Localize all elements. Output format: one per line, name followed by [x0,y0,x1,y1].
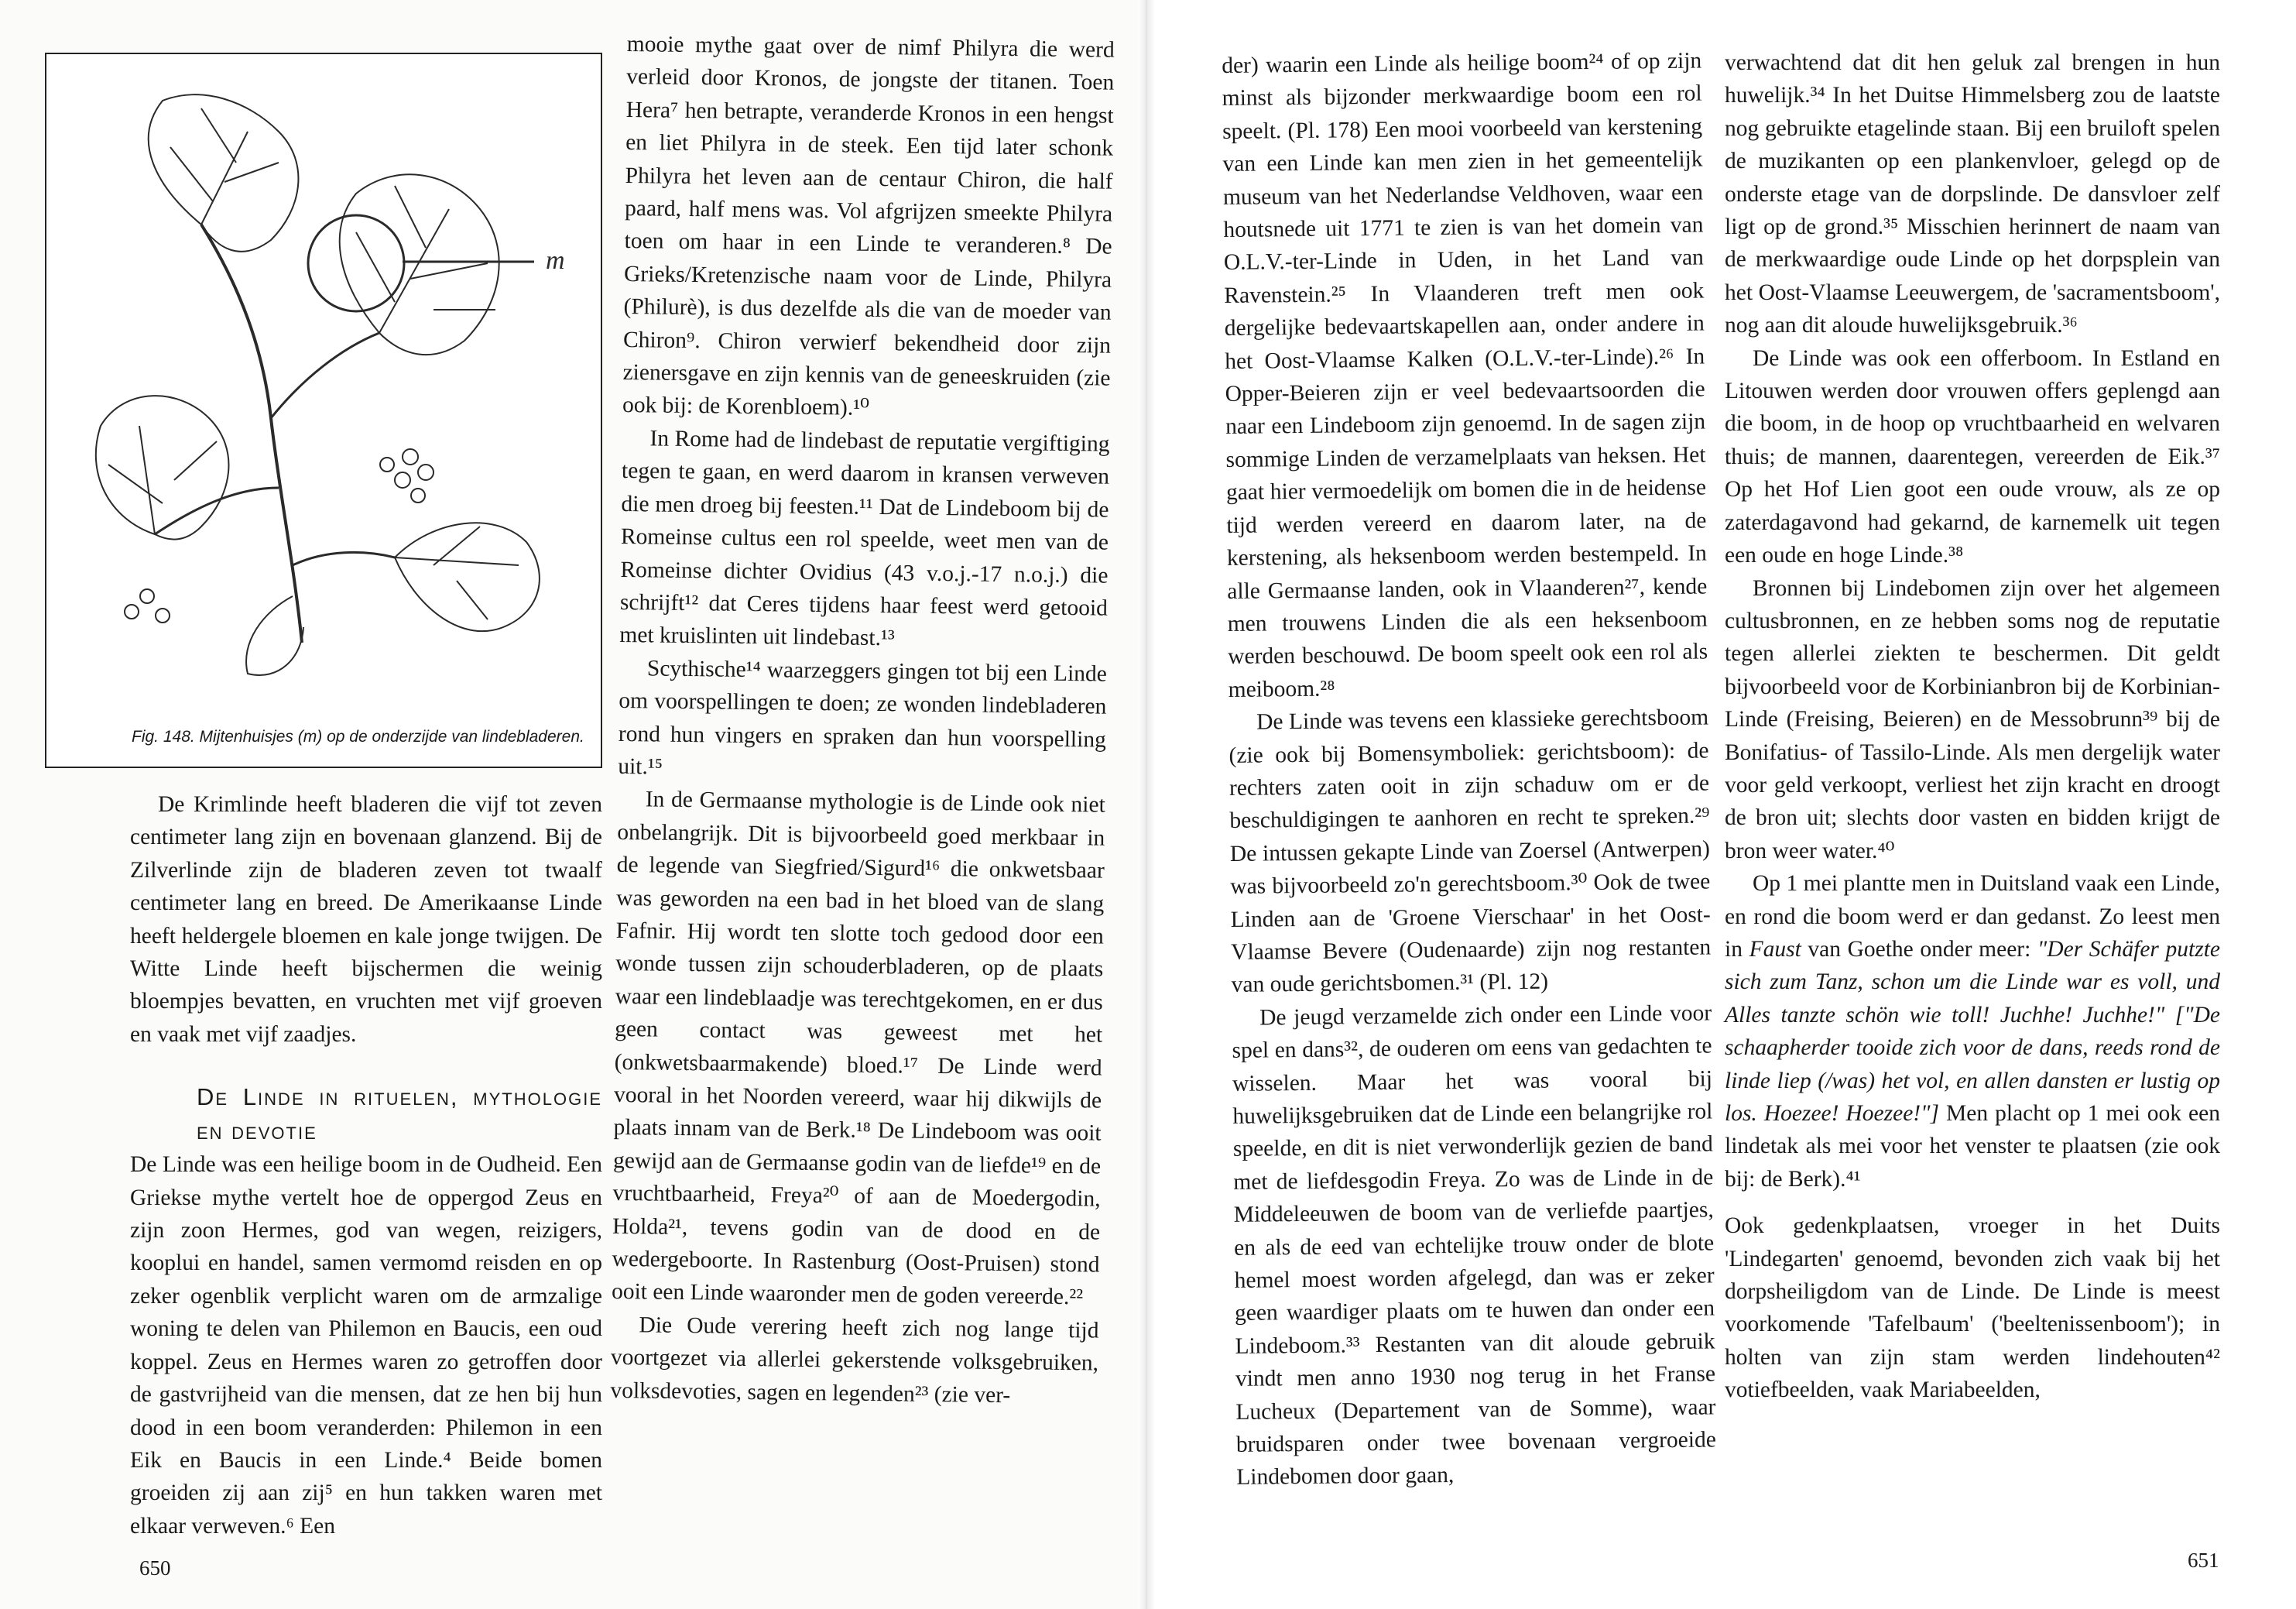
left-page [0,0,1146,1609]
figure-148 [45,53,602,768]
text-run: van Goethe onder meer: [1801,936,2037,962]
left-column-2 [610,28,1115,1413]
paragraph: De jeugd verzamelde zich onder een Linde voor spel en dans³², de ouderen om eens van gedachten te wisselen. Maar het was vooral bij huwelijksgebruiken dat de Linde een belangrijke rol speelde, en dit is niet verwonderlijk gezien de band met de liefdesgodin Freya. Zo was de Linde in de Middeleeuwen de boom van de verliefde paartjes, en als de eed van echtelijke trouw onder de blote hemel moest worden afgelegd, dan was er zeker geen waardiger plaats om te huwen dan onder een Lindeboom.³³ Restanten van dit aloude gebruik vindt men anno 1930 nog terug in het Franse Lucheux (Departement van de Somme), waar bruidsparen onder twee bovenaan vergroeide Lindebomen door gaan, [1232,1000,1717,1491]
figure-label-m: m [546,246,565,275]
book-title-faust: Faust [1749,936,1801,962]
paragraph: der) waarin een Linde als heilige boom²⁴ of op zijn minst als bijzonder merkwaardige boom een rol speelt. (Pl. 178) Een mooi voorbeeld van kerstening van een Linde kan men zien in het gemeentelijk museum van het Nederlandse Veldhoven, waar een houtsnede uit 1771 te zien is van het domein van O.L.V.-ter-Linde in Uden, in het Land van Ravenstein.²⁵ In Vlaanderen treft men ook dergelijke bedevaartskapellen aan, onder andere in het Oost-Vlaamse Kalken (O.L.V.-ter-Linde).²⁶ In Opper-Beieren zijn er veel bedevaartsoorden die naar een Lindeboom zijn genoemd. In de sagen zijn sommige Linden de verzamelplaats van heksen. Het gaat hier vermoedelijk om bomen die in de heidense tijd werden vereerd en daarom later, na de kerstening, als heksenboom werden bestempeld. In alle Germaanse landen, ook in Vlaanderen²⁷, kende men trouwens Linden die als een heksenboom werden beschouwd. De boom speelt ook een rol als meiboom.²⁸ [1222,48,1708,702]
paragraph: De Linde was een heilige boom in de Oudheid. Een Griekse mythe vertelt hoe de oppergod Zeus en zijn zoon Hermes, god van wegen, reizigers, kooplui en handel, samen vermomd reisden en op zeker ogenblik verplicht waren om de armzalige woning te delen van Philemon en Baucis, een oud koppel. Zeus en Hermes waren zo getroffen door de gastvrijheid van die mensen, dat ze hen bij hun dood in een boom veranderden: Philemon in een Eik en Baucis in een Linde.⁴ Beide bomen groeiden zij aan zij⁵ en hun takken waren met elkaar verweven.⁶ Een [130,1152,602,1539]
left-column-1 [130,788,602,1542]
paragraph: Die Oude verering heeft zich nog lange tijd voortgezet via allerlei gekerstende volksgebruiken, volksdevoties, sagen en legenden²³ (zie ver- [610,1312,1099,1408]
paragraph: In de Germaanse mythologie is de Linde ook niet onbelangrijk. Dit is bijvoorbeeld goed merkbaar in de legende van Siegfried/Sigurd¹⁶ die onkwetsbaar was geworden na een bad in het bloed van de slang Fafnir. Hij wordt ten slotte toch gedood door een wonde tussen zijn schouderbladeren, op de plaats waar een lindeblaadje was terechtgekomen, en er dus geen contact was geweest met het (onkwetsbaarmakende) bloed.¹⁷ De Linde werd vooral in het Noorden vereerd, waar hij dikwijls de plaats innam van de Berk.¹⁸ De Lindeboom was ooit gewijd aan de Germaanse godin van de liefde¹⁹ en de vruchtbaarheid, Freya²⁰ of aan de Moedergodin, Holda²¹, tevens godin van de dood en de wedergeboorte. In Rastenburg (Oost-Pruisen) stond ooit een Linde waaronder men de goden vereerde.²² [611,787,1105,1310]
paragraph: De Krimlinde heeft bladeren die vijf tot zeven centimeter lang zijn en bovenaan glanzend. Bij de Zilverlinde zijn de bladeren zeven tot twaalf centimeter lang en breed. De Amerikaanse Linde heeft heldergele bloemen en kale jonge twijgen. De Witte Linde heeft bijschermen die weinig bloempjes bevatten, en vruchten met vijf groeven en vaak met vijf zaadjes. [130,792,602,1047]
paragraph: De Linde was tevens een klassieke gerechtsboom (zie ook bij Bomensymboliek: gerichtsboom): de rechters zaten ooit in zijn schaduw om er de beschuldigingen te aanhoren en recht te spreken.²⁹ De intussen gekapte Linde van Zoersel (Antwerpen) was bijvoorbeeld zo'n gerechtsboom.³⁰ Ook de twee Linden aan de 'Groene Vierschaar' in het Oost-Vlaamse Bevere (Oudenaarde) zijn nog restanten van oude gerichtsbomen.³¹ (Pl. 12) [1229,705,1712,998]
right-column-2 [1725,46,2220,1407]
paragraph: mooie mythe gaat over de nimf Philyra die werd verleid door Kronos, de jongste der titanen. Toen Hera⁷ hen betrapte, veranderde Kronos in een hengst en liet Philyra in de steek. Een tijd later schonk Philyra het leven aan de centaur Chiron, die half paard, half mens was. Vol afgrijzen smeekte Philyra toen om haar in een Linde te veranderen.⁸ De Grieks/Kretenzische naam voor de Linde, Philyra (Philurè), is dus dezelfde als die van de moeder van Chiron⁹. Chiron verwierf bekendheid door zijn zienersgave en zijn kennis van de geneeskruiden (zie ook bij: de Korenbloem).¹⁰ [622,31,1115,421]
paragraph: De Linde was ook een offerboom. In Estland en Litouwen werden door vrouwen offers geplengd aan die boom, in de hoop op vruchtbaarheid en welvaren thuis; de mannen, daarentegen, vereerden de Eik.³⁷ Op het Hof Lien goot een oude vrouw, als ze op zaterdagavond had gekarnd, de karnemelk uit tegen een oude en hoge Linde.³⁸ [1725,345,2220,568]
right-column-1 [1222,45,1717,1494]
book-gutter [1138,0,1155,1609]
text-run: Men placht op 1 mei ook een lindetak als mei voor het venster te plaatsen (zie ook bij: de Berk).⁴¹ [1725,1101,2220,1192]
figure-caption: Fig. 148. Mijtenhuisjes (m) op de onderzijde van lindebladeren. [132,728,584,746]
linden-leaves-illustration [46,54,601,767]
paragraph: In Rome had de lindebast de reputatie vergiftiging tegen te gaan, en werd daarom in kransen verweven die men droeg bij feesten.¹¹ Dat de Lindeboom bij de Romeinse cultus een rol speelde, weet men van de Romeinse dichter Ovidius (43 v.o.j.-17 n.o.j.) die schrijft¹² dat Ceres tijdens haar feest werd getooid met kruislinten uit lindebast.¹³ [619,426,1110,651]
page-number: 650 [139,1556,171,1580]
paragraph: Bronnen bij Lindebomen zijn over het algemeen cultusbronnen, en ze hebben soms nog de reputatie tegen allerlei ziekten te beschermen. Dit geldt bijvoorbeeld voor de Korbinianbron bij de Korbinian-Linde (Freising, Beieren) en de Messobrunn³⁹ bij de Bonifatius- of Tassilo-Linde. Als men dergelijk water voor geld verkoopt, verliest het zijn kracht en droogt de bron uit; slechts door vasten en bidden krijgt de bron weer water.⁴⁰ [1725,575,2220,863]
page-number: 651 [2188,1549,2219,1572]
paragraph: Ook gedenkplaatsen, vroeger in het Duits 'Lindegarten' genoemd, bevonden zich vaak bij het dorpsheiligdom van de Linde. De Linde is meest voorkomende 'Tafelbaum' ('beeltenissenboom'); in holten van zijn stam werden lindehouten⁴² votiefbeelden, vaak Mariabeelden, [1725,1213,2220,1403]
section-heading: De Linde in rituelen, mythologie en devotie [197,1083,602,1145]
paragraph [1725,867,2220,1196]
paragraph: Scythische¹⁴ waarzeggers gingen tot bij een Linde om voorspellingen te doen; ze wonden lindebladeren rond hun vingers en spraken dan hun voorspelling uit.¹⁵ [618,656,1108,780]
text-run: Op 1 mei plantte men in Duitsland vaak een Linde, en rond die boom werd er dan gedanst. Zo leest men in [1725,871,2220,962]
goethe-quote: "Der Schäfer putzte sich zum Tanz, schon um die Linde war es voll, und Alles tanzte schön wie toll! Juchhe! Juchhe!" ["De schaapherder tooide zich voor de dans, reeds rond de linde liep (/was) het vol, en allen dansten er lustig op los. Hoezee! Hoezee!"] [1725,936,2220,1126]
paragraph: verwachtend dat dit hen geluk zal brengen in hun huwelijk.³⁴ In het Duitse Himmelsberg zou de laatste nog gebruikte etagelinde staan. Bij een bruiloft spelen de muzikanten op een plankenvloer, gelegd op de onderste etage van de dorpslinde. De dansvloer zelf ligt op de grond.³⁵ Misschien herinnert de naam van de merkwaardige oude Linde op het dorpsplein van het Oost-Vlaamse Leeuwergem, de 'sacramentsboom', nog aan dit aloude huwelijksgebruik.³⁶ [1725,50,2220,338]
